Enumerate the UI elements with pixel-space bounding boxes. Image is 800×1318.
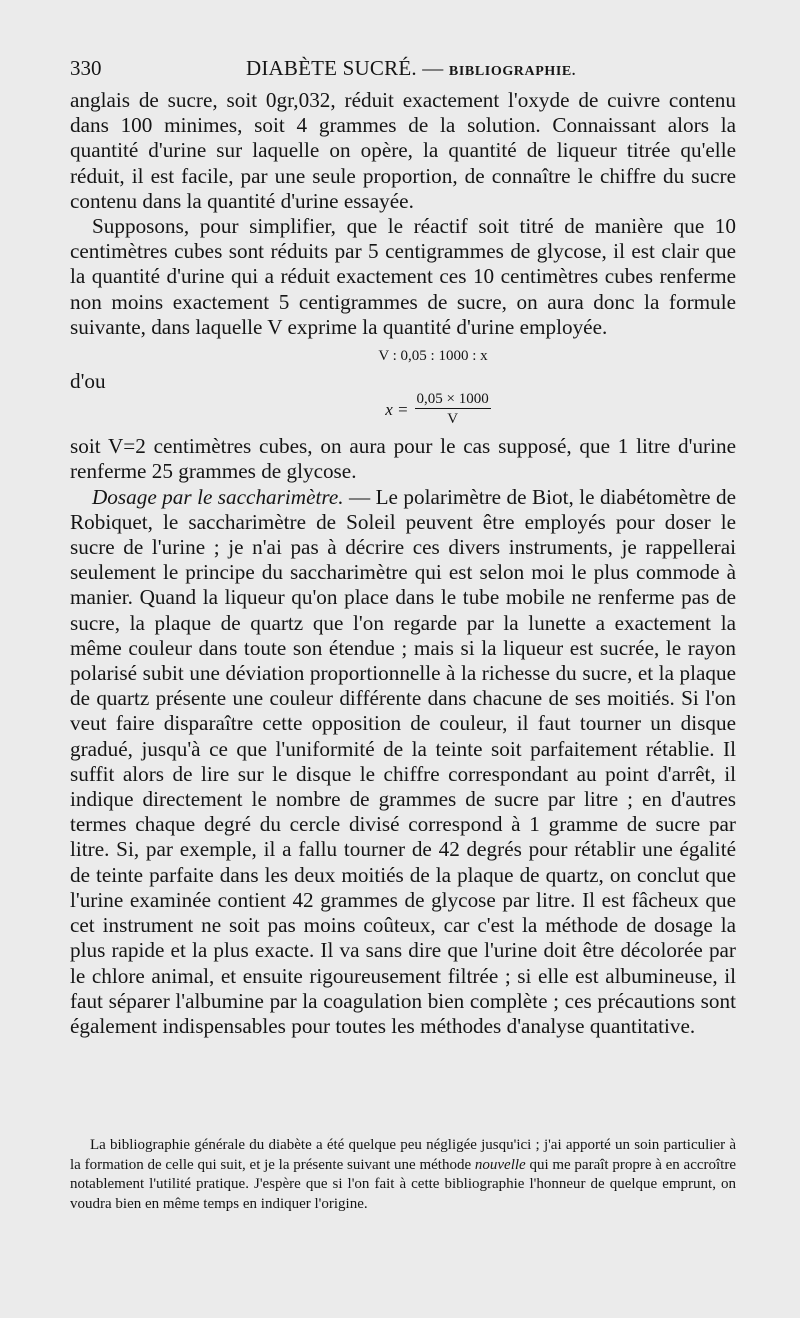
fraction	[415, 390, 491, 428]
running-title-main: DIABÈTE SUCRÉ.	[246, 56, 417, 80]
paragraph-4-text: — Le polarimètre de Biot, le diabétomètre de Robiquet, le saccharimètre de Soleil peuvent être employés pour doser le sucre de l'urine ; je n'ai pas à décrire ces divers instruments, je rappellerai seulement le principe du saccharimètre qui est selon moi le plus commode à manier. Quand la liqueur qu'on place dans le tube mobile ne renferme pas de sucre, la plaque de quartz que l'on regarde par la lunette a exactement la même couleur dans toute son étendue ; mais si la liqueur est sucrée, le rayon polarisé subit une déviation proportionnelle à la richesse du sucre, et la plaque de quartz présente une couleur différente dans chacune de ses moitiés. Si l'on veut faire disparaître cette opposition de couleur, il faut tourner un disque gradué, jusqu'à ce que l'uniformité de la teinte soit parfaitement rétablie. Il suffit alors de lire sur le disque le chiffre correspondant au point d'arrêt, il indique directement le nombre de grammes de sucre par litre ; en d'autres termes chaque degré du cercle divisé correspond à 1 gramme de sucre par litre. Si, par exemple, il a fallu tourner de 42 degrés pour rétablir une égalité de teinte parfaite dans les deux moitiés de la plaque de quartz, on conclut que l'urine examinée contient 42 grammes de glycose par litre. Il est fâcheux que cet instrument ne soit pas moins coûteux, car c'est la méthode de dosage la plus rapide et la plus exacte. Il va sans dire que l'urine doit être décolorée par le chlore animal, et ensuite rigoureusement filtrée ; si elle est albumineuse, il faut séparer l'albumine par la coagulation bien complète ; ces précautions sont également indispensables pour toutes les méthodes d'analyse quantitative.	[70, 484, 736, 1038]
paragraph-2: Supposons, pour simplifier, que le réactif soit titré de manière que 10 centimètres cubes sont réduits par 5 centigrammes de glycose, il est clair que la quantité d'urine qui a réduit exactement ces 10 centimètres cubes renferme non moins exactement 5 centigrammes de sucre, on aura donc la formule suivante, dans laquelle V exprime la quantité d'urine employée.	[70, 214, 736, 339]
running-title-section: BIBLIOGRAPHIE.	[448, 64, 576, 79]
fraction-numerator: 0,05 × 1000	[416, 391, 489, 408]
main-text	[70, 88, 736, 1039]
page-number: 330	[70, 56, 102, 80]
paragraph-1: anglais de sucre, soit 0gr,032, réduit exactement l'oxyde de cuivre contenu dans 100 minimes, soit 4 grammes de la solution. Connaissant alors la quantité d'urine sur laquelle on opère, la quantité de liqueur titrée qu'elle réduit, il est facile, par une seule proportion, de connaître le chiffre du sucre contenu dans la quantité d'urine essayée.	[70, 88, 736, 213]
paragraph-3: soit V=2 centimètres cubes, on aura pour le cas supposé, que 1 litre d'urine renferme 25 grammes de glycose.	[70, 434, 736, 484]
dou-label: d'ou	[70, 369, 106, 394]
running-title	[246, 54, 576, 86]
footnote-part-2: qui me paraît propre à en accroître notablement l'utilité pratique. J'espère que si l'on fait à cette bibliographie l'honneur de quelque emprunt, on voudra bien en même temps en indiquer l'origine.	[70, 1156, 736, 1212]
proportion-formula: V : 0,05 : 1000 : x	[378, 348, 488, 365]
footnote-part-1: La bibliographie générale du diabète a été quelque peu négligée jusqu'ici ; j'ai apporté un soin particulier à la formation de celle qui suit, et je la présente suivant une méthode	[70, 1137, 736, 1173]
footnote-text	[70, 1136, 736, 1214]
fraction-lhs: x =	[385, 399, 409, 419]
fraction-denominator: V	[447, 411, 459, 428]
footnote-italic-word: nouvelle	[474, 1156, 526, 1173]
running-title-dash: —	[422, 56, 444, 80]
paragraph-4	[70, 485, 736, 1039]
footnote	[70, 1136, 736, 1214]
paragraph-4-lead: Dosage par le saccharimètre.	[92, 484, 344, 509]
fraction-formula	[70, 390, 736, 428]
